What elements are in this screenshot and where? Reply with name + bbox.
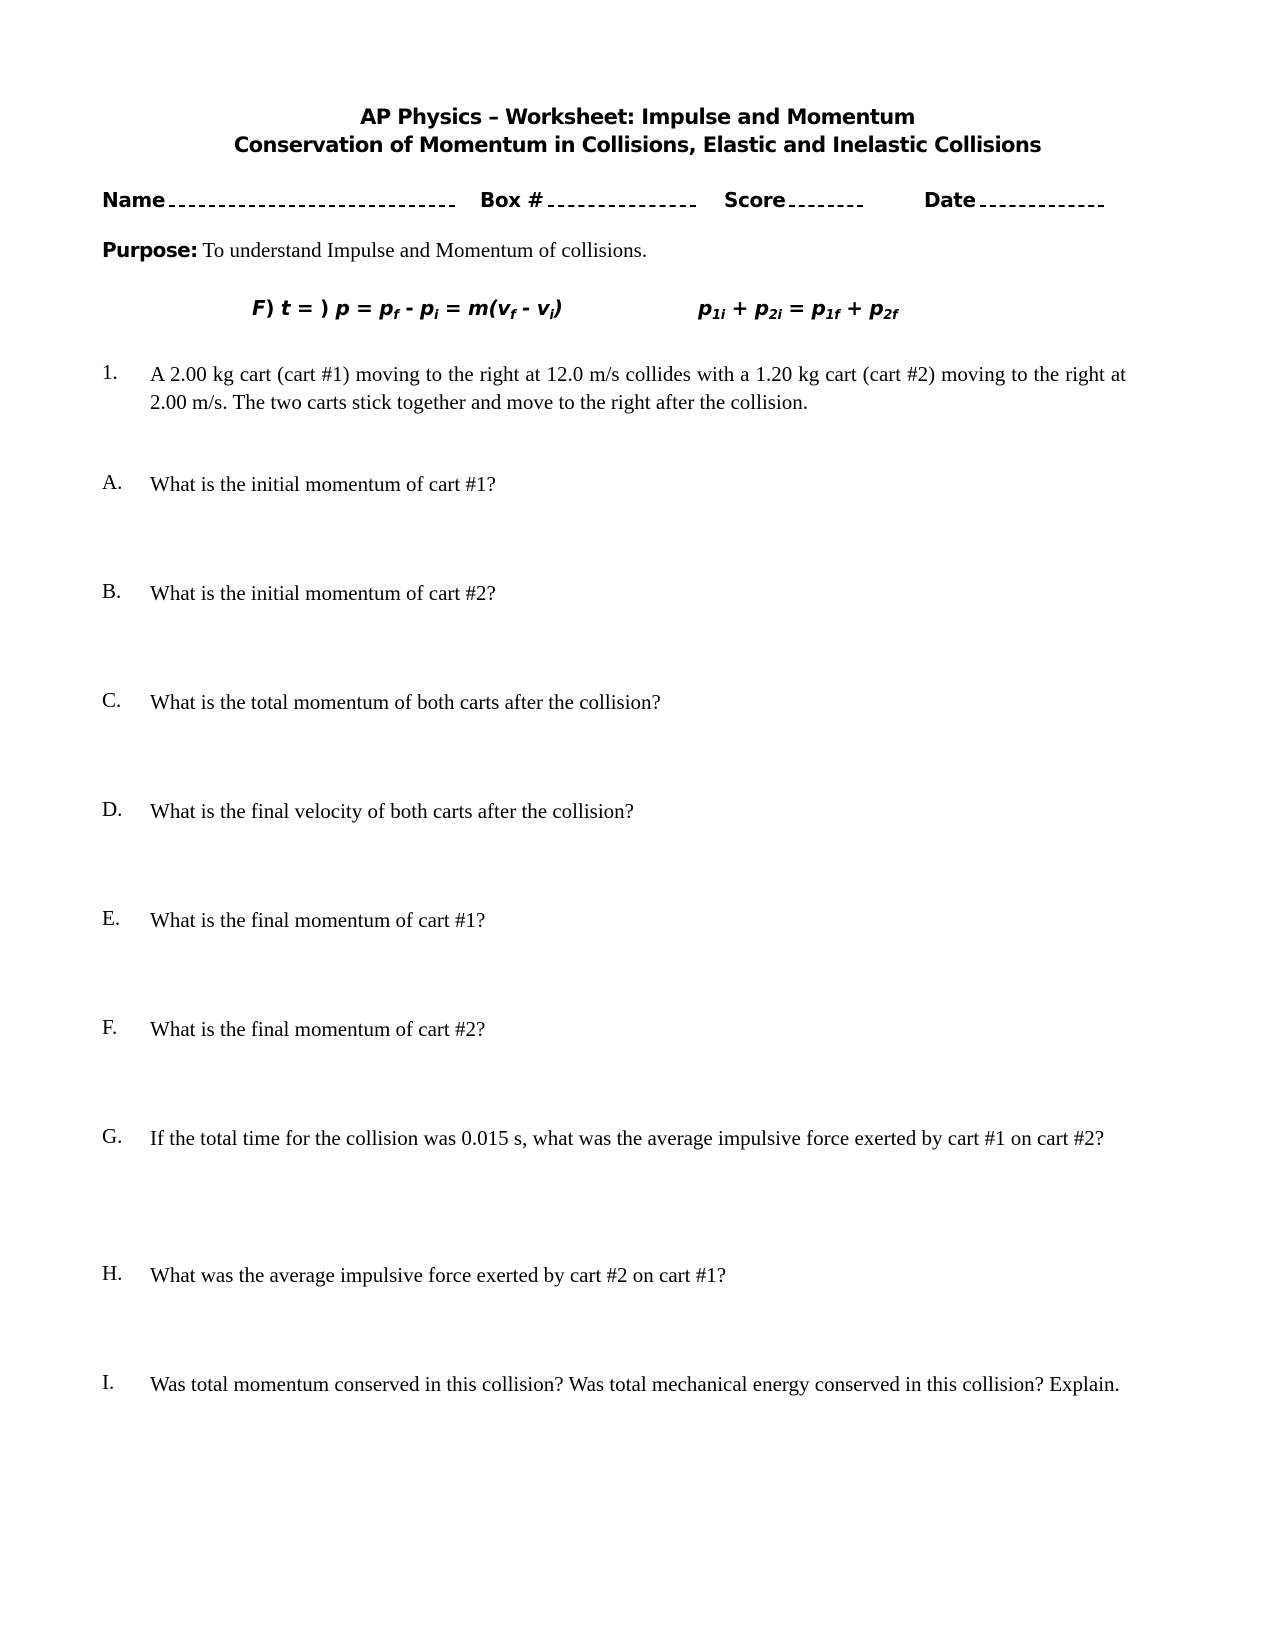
impulse-equation: F) t = ) $p = p_f - p_i = m(v_f - v_i)$ — [252, 296, 563, 323]
worksheet-title: AP Physics – Worksheet: Impulse and Momentum — [360, 105, 915, 129]
question-text: What is the initial momentum of cart #1? — [150, 472, 496, 496]
question-text: What is the final momentum of cart #2? — [150, 1017, 486, 1041]
date-blank[interactable] — [980, 185, 1104, 207]
purpose-text: To understand Impulse and Momentum of collisions. — [202, 238, 648, 262]
question-letter: A. — [102, 470, 123, 494]
purpose-statement — [102, 238, 647, 263]
conservation-equation: $p_{1i} + p_{2i} = p_{1f} + p_{2f}$ — [698, 296, 898, 323]
problem-number: 1. — [102, 360, 118, 384]
question-letter: I. — [102, 1370, 115, 1394]
question-text: What is the initial momentum of cart #2? — [150, 581, 496, 605]
question-text: What is the final momentum of cart #1? — [150, 908, 486, 932]
problem-text: A 2.00 kg cart (cart #1) moving to the right at 12.0 m/s collides with a 1.20 kg cart (cart #2) moving to the right at 2.00 m/s. The two carts stick together and move to the right after the collision. — [150, 362, 1126, 414]
question-letter: G. — [102, 1124, 123, 1148]
question-text: What is the total momentum of both carts after the collision? — [150, 690, 661, 714]
question-letter: C. — [102, 688, 122, 712]
question-letter: D. — [102, 797, 123, 821]
name-field — [102, 185, 455, 212]
date-label: Date — [924, 188, 976, 212]
box-field — [480, 185, 696, 212]
purpose-label: Purpose: — [102, 238, 198, 262]
score-label: Score — [724, 188, 786, 212]
name-blank[interactable] — [169, 185, 455, 207]
question-letter: F. — [102, 1015, 118, 1039]
question-text: Was total momentum conserved in this collision? Was total mechanical energy conserved in this collision? Explain. — [150, 1372, 1120, 1396]
score-blank[interactable] — [789, 185, 863, 207]
score-field — [724, 185, 863, 212]
worksheet-subtitle: Conservation of Momentum in Collisions, Elastic and Inelastic Collisions — [233, 133, 1042, 157]
question-letter: E. — [102, 906, 121, 930]
question-letter: B. — [102, 579, 122, 603]
name-label: Name — [102, 188, 166, 212]
question-text: What was the average impulsive force exerted by cart #2 on cart #1? — [150, 1263, 727, 1287]
question-text: If the total time for the collision was 0.015 s, what was the average impulsive force exerted by cart #1 on cart #2? — [150, 1126, 1105, 1150]
question-text: What is the final velocity of both carts after the collision? — [150, 799, 635, 823]
question-letter: H. — [102, 1261, 123, 1285]
box-label: Box # — [480, 188, 544, 212]
date-field — [924, 185, 1104, 212]
box-blank[interactable] — [548, 185, 696, 207]
